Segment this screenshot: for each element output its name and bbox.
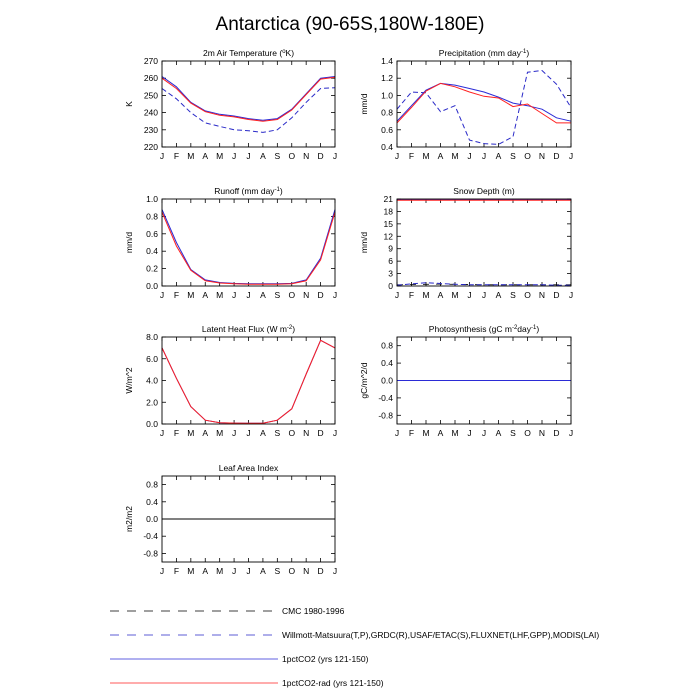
- x-tick-label: S: [510, 428, 516, 438]
- panel-title-text: Latent Heat Flux (W m: [201, 324, 287, 334]
- x-tick-label: J: [159, 566, 165, 576]
- y-tick-label: 8.0: [146, 332, 158, 342]
- x-tick-label: J: [481, 290, 487, 300]
- y-tick-label: -0.8: [378, 410, 393, 421]
- x-tick-label: S: [274, 566, 281, 576]
- panel-title-sup: -1: [274, 187, 280, 193]
- x-tick-label: F: [173, 151, 180, 161]
- legend-entry-3: [110, 654, 369, 664]
- panel-title-sup: -1: [521, 49, 527, 55]
- x-tick-label: O: [524, 151, 531, 161]
- x-tick-label: J: [231, 566, 237, 576]
- x-tick-label: M: [451, 290, 459, 300]
- y-tick-label: 0.0: [381, 375, 393, 386]
- chart-panel-3: [124, 186, 337, 300]
- y-tick-label: 3: [388, 268, 393, 279]
- y-tick-label: 230: [143, 124, 158, 135]
- y-tick-label: -0.4: [378, 392, 393, 403]
- x-tick-label: J: [332, 151, 338, 161]
- panel-title-text: ): [292, 324, 296, 334]
- x-tick-label: A: [202, 290, 209, 300]
- x-tick-label: M: [187, 151, 195, 161]
- plot-frame: [162, 199, 335, 286]
- chart-panels: [124, 48, 573, 576]
- series-line-2: [162, 340, 335, 423]
- figure-title: Antarctica (90-65S,180W-180E): [215, 14, 485, 35]
- y-tick-label: 0.8: [146, 479, 158, 490]
- legend-label: 1pctCO2 (yrs 121-150): [282, 654, 369, 664]
- panel-title-text: Runoff (mm day: [214, 186, 275, 196]
- series-line-1: [397, 71, 571, 145]
- x-tick-label: N: [538, 151, 546, 161]
- x-tick-label: J: [568, 428, 574, 438]
- x-tick-label: O: [288, 290, 296, 300]
- x-tick-label: O: [288, 151, 296, 161]
- x-tick-label: A: [202, 428, 209, 438]
- x-tick-label: S: [510, 151, 516, 161]
- chart-panel-1: [124, 48, 337, 161]
- x-tick-label: J: [394, 151, 400, 161]
- y-tick-label: 0.4: [381, 142, 393, 152]
- x-tick-label: D: [553, 428, 560, 438]
- y-tick-label: 0.0: [146, 514, 158, 524]
- panel-title-text: Leaf Area Index: [218, 463, 279, 473]
- legend-label: Willmott-Matsuura(T,P),GRDC(R),USAF/ETAC(S),FLUXNET(LHF,GPP),MODIS(LAI): [282, 630, 600, 640]
- panel-title: [439, 48, 530, 58]
- chart-panel-4: [359, 186, 573, 300]
- x-tick-label: D: [553, 290, 560, 300]
- x-tick-label: M: [216, 428, 224, 438]
- y-tick-label: 0.8: [146, 211, 158, 222]
- series-line-2: [162, 77, 335, 121]
- x-tick-label: M: [216, 290, 224, 300]
- x-tick-label: D: [317, 566, 324, 576]
- legend-entry-4: [110, 678, 384, 688]
- y-tick-label: -0.8: [143, 548, 158, 559]
- panel-title-text: ): [526, 48, 530, 58]
- x-tick-label: J: [467, 290, 472, 300]
- x-tick-label: F: [173, 428, 180, 438]
- x-tick-label: N: [303, 290, 310, 300]
- x-tick-label: M: [216, 151, 224, 161]
- y-tick-label: 1.4: [381, 56, 393, 66]
- x-tick-label: M: [187, 428, 195, 438]
- y-tick-label: 1.2: [381, 73, 393, 84]
- x-tick-label: M: [422, 290, 430, 300]
- x-tick-label: S: [510, 290, 516, 300]
- y-tick-label: 1.0: [381, 90, 393, 101]
- panel-title: [203, 48, 294, 58]
- x-tick-label: J: [332, 290, 338, 300]
- x-tick-label: D: [317, 428, 324, 438]
- x-tick-label: M: [216, 566, 224, 576]
- x-tick-label: D: [553, 151, 560, 161]
- y-tick-label: 0.8: [381, 107, 393, 118]
- x-tick-label: A: [437, 428, 444, 438]
- x-tick-label: A: [202, 151, 209, 161]
- chart-panel-2: [359, 48, 573, 161]
- x-tick-label: J: [231, 428, 237, 438]
- x-tick-label: M: [451, 151, 459, 161]
- x-tick-label: N: [538, 290, 546, 300]
- panel-title-sup: o: [282, 49, 286, 55]
- panel-title-text: Photosynthesis (gC m: [428, 324, 512, 334]
- x-tick-label: J: [246, 428, 251, 438]
- panel-title: [429, 324, 540, 334]
- panel-title-text: ): [279, 186, 283, 196]
- x-tick-label: S: [274, 151, 281, 161]
- x-tick-label: J: [246, 566, 251, 576]
- y-tick-label: 15: [383, 218, 393, 229]
- x-tick-label: J: [332, 566, 338, 576]
- x-tick-label: J: [394, 428, 400, 438]
- y-tick-label: 240: [143, 107, 158, 118]
- y-tick-label: 18: [383, 206, 393, 217]
- x-tick-label: N: [303, 428, 310, 438]
- y-tick-label: 0.4: [146, 246, 158, 257]
- plot-frame: [397, 199, 571, 286]
- x-tick-label: M: [187, 290, 195, 300]
- y-tick-label: 0: [388, 281, 393, 291]
- y-axis-label: mm/d: [124, 231, 134, 254]
- x-tick-label: J: [568, 151, 574, 161]
- x-tick-label: N: [303, 151, 310, 161]
- series-line-2: [162, 212, 335, 284]
- y-axis-label: mm/d: [359, 93, 369, 115]
- y-tick-label: 0.6: [146, 228, 158, 239]
- panel-title-text: Snow Depth (m): [453, 186, 515, 196]
- panel-title-text: K): [285, 48, 295, 58]
- legend-label: CMC 1980-1996: [282, 606, 345, 616]
- y-tick-label: 21: [383, 194, 393, 204]
- x-tick-label: O: [288, 566, 296, 576]
- series-line-1: [162, 209, 335, 283]
- panel-title-text: Precipitation (mm day: [438, 48, 522, 58]
- x-tick-label: A: [495, 428, 502, 438]
- x-tick-label: N: [538, 428, 546, 438]
- y-axis-label: K: [124, 101, 134, 107]
- x-tick-label: J: [159, 290, 165, 300]
- x-tick-label: J: [481, 151, 487, 161]
- x-tick-label: F: [408, 151, 415, 161]
- x-tick-label: J: [159, 428, 165, 438]
- y-tick-label: 0.6: [381, 124, 393, 135]
- x-tick-label: S: [274, 290, 281, 300]
- x-tick-label: M: [422, 428, 430, 438]
- panel-title: [214, 186, 283, 196]
- x-tick-label: J: [467, 151, 472, 161]
- x-tick-label: A: [260, 566, 266, 576]
- panel-title-text: day: [517, 324, 532, 334]
- y-tick-label: 0.2: [146, 263, 158, 274]
- y-axis-label: gC/m^2/d: [359, 362, 369, 399]
- x-tick-label: A: [260, 290, 266, 300]
- x-tick-label: A: [260, 151, 266, 161]
- x-tick-label: D: [317, 151, 324, 161]
- x-tick-label: M: [422, 151, 430, 161]
- chart-panel-7: [124, 463, 337, 576]
- x-tick-label: J: [246, 151, 251, 161]
- x-tick-label: A: [260, 428, 266, 438]
- panel-title-sup: -1: [531, 325, 537, 331]
- x-tick-label: F: [408, 290, 415, 300]
- y-tick-label: 1.0: [146, 194, 158, 204]
- x-tick-label: J: [394, 290, 400, 300]
- x-tick-label: F: [173, 566, 180, 576]
- x-tick-label: M: [451, 428, 459, 438]
- y-tick-label: -0.4: [143, 531, 158, 542]
- series-line-3: [397, 83, 571, 123]
- panel-title: [453, 186, 515, 196]
- legend: [110, 606, 599, 688]
- x-tick-label: O: [524, 428, 531, 438]
- y-tick-label: 0.4: [146, 496, 158, 507]
- x-tick-label: J: [246, 290, 251, 300]
- y-tick-label: 2.0: [146, 397, 158, 408]
- y-tick-label: 9: [388, 243, 393, 254]
- plot-frame: [162, 337, 335, 424]
- x-tick-label: J: [481, 428, 487, 438]
- y-tick-label: 270: [143, 56, 158, 66]
- series-line-1: [162, 340, 335, 423]
- y-tick-label: 220: [143, 142, 158, 152]
- panel-title: [219, 463, 279, 473]
- panel-title-text: ): [536, 324, 540, 334]
- x-tick-label: O: [524, 290, 531, 300]
- x-tick-label: A: [437, 151, 444, 161]
- x-tick-label: N: [303, 566, 310, 576]
- y-tick-label: 12: [383, 231, 393, 242]
- x-tick-label: J: [568, 290, 574, 300]
- x-tick-label: A: [437, 290, 444, 300]
- legend-entry-1: [110, 606, 345, 616]
- x-tick-label: O: [288, 428, 296, 438]
- chart-panel-6: [359, 324, 573, 438]
- y-axis-label: mm/d: [359, 231, 369, 254]
- x-tick-label: J: [231, 290, 237, 300]
- chart-panel-5: [124, 324, 337, 438]
- plot-frame: [162, 61, 335, 147]
- x-tick-label: J: [159, 151, 165, 161]
- panel-title: [202, 324, 295, 334]
- y-tick-label: 6: [388, 256, 393, 267]
- y-tick-label: 0.8: [381, 340, 393, 351]
- x-tick-label: M: [187, 566, 195, 576]
- y-axis-label: m2/m2: [124, 506, 134, 532]
- x-tick-label: A: [202, 566, 209, 576]
- legend-label: 1pctCO2-rad (yrs 121-150): [282, 678, 384, 688]
- x-tick-label: F: [173, 290, 180, 300]
- x-tick-label: A: [495, 290, 502, 300]
- x-tick-label: J: [467, 428, 472, 438]
- x-tick-label: D: [317, 290, 324, 300]
- x-tick-label: J: [231, 151, 237, 161]
- y-tick-label: 0.0: [146, 281, 158, 291]
- y-tick-label: 4.0: [146, 375, 158, 386]
- y-axis-label: W/m^2: [124, 367, 134, 394]
- legend-entry-2: [110, 630, 599, 640]
- y-tick-label: 0.0: [146, 419, 158, 429]
- x-tick-label: S: [274, 428, 281, 438]
- panel-title-sup: -2: [511, 325, 518, 331]
- y-tick-label: 260: [143, 73, 158, 84]
- panel-title-text: 2m Air Temperature (: [202, 48, 283, 58]
- y-tick-label: 0.4: [381, 358, 393, 369]
- x-tick-label: J: [332, 428, 338, 438]
- panel-title-sup: -2: [286, 325, 293, 331]
- x-tick-label: A: [495, 151, 502, 161]
- series-line-1: [162, 88, 335, 133]
- y-tick-label: 6.0: [146, 353, 158, 364]
- x-tick-label: F: [408, 428, 415, 438]
- y-tick-label: 250: [143, 90, 158, 101]
